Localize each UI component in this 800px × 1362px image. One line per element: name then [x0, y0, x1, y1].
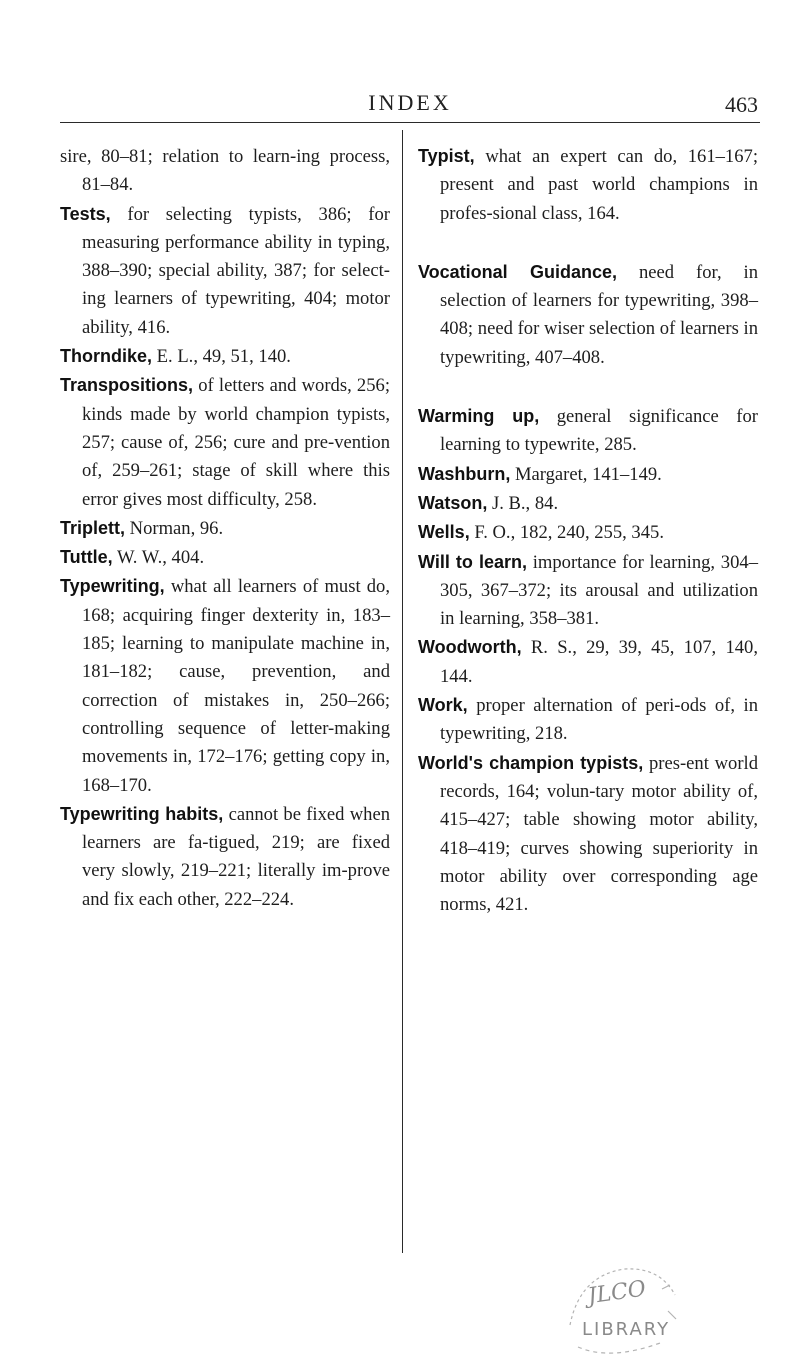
page-number: 463	[725, 92, 758, 117]
entry-text: W. W., 404.	[112, 547, 205, 569]
index-entry	[60, 142, 390, 200]
page-header	[60, 88, 760, 123]
entry-text: sire, 80–81; relation to learn-ing process, 81–84.	[60, 146, 390, 196]
index-entry	[418, 402, 758, 460]
index-entry	[418, 548, 758, 634]
entry-heading: Work,	[418, 695, 468, 716]
entry-text: cannot be fixed when learners are fa-tigued, 219; are fixed very slowly, 219–221; literally im-prove and fix each other, 222–224.	[82, 803, 390, 910]
index-entry	[418, 633, 758, 691]
stamp-top-text: JLCO	[586, 1276, 648, 1310]
running-title: INDEX	[368, 90, 452, 115]
entry-text: pres-ent world records, 164; volun-tary motor ability of, 415–427; table showing motor ability, 418–419; curves showing superiority in motor ability over corresponding age norms, 421.	[440, 752, 759, 916]
entry-text: R. S., 29, 39, 45, 107, 140, 144.	[440, 637, 758, 687]
entry-text: importance for learning, 304–305, 367–372; its arousal and utilization in learning, 358–381.	[440, 551, 758, 630]
entry-heading: Watson,	[418, 492, 488, 513]
index-entry	[418, 142, 758, 228]
entry-heading: Vocational Guidance,	[418, 261, 618, 282]
entry-heading: Thorndike,	[60, 346, 153, 367]
entry-heading: Triplett,	[60, 517, 126, 538]
entry-heading: Typist,	[418, 146, 475, 166]
stamp-bottom-text: LIBRARY	[582, 1319, 671, 1340]
entry-heading: Transpositions,	[60, 375, 194, 396]
library-stamp	[550, 1255, 690, 1360]
index-entry	[60, 200, 390, 342]
index-entry	[418, 489, 758, 518]
index-entry	[60, 800, 390, 914]
index-entry	[418, 258, 758, 372]
index-entry	[418, 460, 758, 489]
entry-text: what an expert can do, 161–167; present and past world champions in profes-sional class, 164.	[440, 146, 758, 224]
entry-text: general significance for learning to typewrite, 285.	[440, 406, 758, 456]
entry-text: Margaret, 141–149.	[510, 463, 662, 485]
entry-heading: Typewriting,	[60, 576, 165, 597]
entry-text: E. L., 49, 51, 140.	[152, 346, 291, 368]
entry-text: need for, in selection of learners for typewriting, 398–408; need for wiser selection of learners in typewriting, 407–408.	[440, 261, 758, 368]
index-entry	[60, 572, 390, 799]
entry-heading: Typewriting habits,	[60, 803, 224, 824]
index-column-right	[418, 142, 758, 919]
index-entry	[60, 514, 390, 543]
entry-text: F. O., 182, 240, 255, 345.	[469, 522, 664, 544]
entry-text: for selecting typists, 386; for measuring performance ability in typing, 388–390; special ability, 387; for select-ing learners of typewriting, 404; motor ability, 416.	[82, 203, 390, 338]
index-column-left	[60, 142, 390, 914]
entry-text: Norman, 96.	[125, 517, 224, 539]
index-entry	[60, 371, 390, 513]
entry-heading: Warming up,	[418, 406, 540, 427]
index-entry	[418, 518, 758, 547]
entry-heading: Washburn,	[418, 463, 511, 484]
column-divider	[402, 130, 403, 1253]
entry-heading: Wells,	[418, 522, 470, 543]
index-entry	[60, 342, 390, 371]
entry-heading: Woodworth,	[418, 637, 522, 658]
index-entry	[418, 749, 758, 920]
entry-text: of letters and words, 256; kinds made by world champion typists, 257; cause of, 256; cure and pre-vention of, 259–261; stage of skill where this error gives most difficulty, 258.	[82, 375, 390, 510]
entry-heading: World's champion typists,	[418, 752, 644, 773]
entry-heading: Tests,	[60, 203, 111, 224]
entry-text: what all learners of must do, 168; acquiring finger dexterity in, 183–185; learning to manipulate machine in, 181–182; cause, prevention, and correction of mistakes in, 250–266; controlling sequence of letter-making movements in, 172–176; getting copy in, 168–170.	[82, 576, 390, 796]
entry-text: proper alternation of peri-ods of, in typewriting, 218.	[440, 695, 758, 745]
entry-heading: Will to learn,	[418, 551, 528, 572]
entry-heading: Tuttle,	[60, 547, 113, 568]
index-entry	[418, 691, 758, 749]
index-entry	[60, 543, 390, 572]
entry-text: J. B., 84.	[487, 492, 559, 514]
